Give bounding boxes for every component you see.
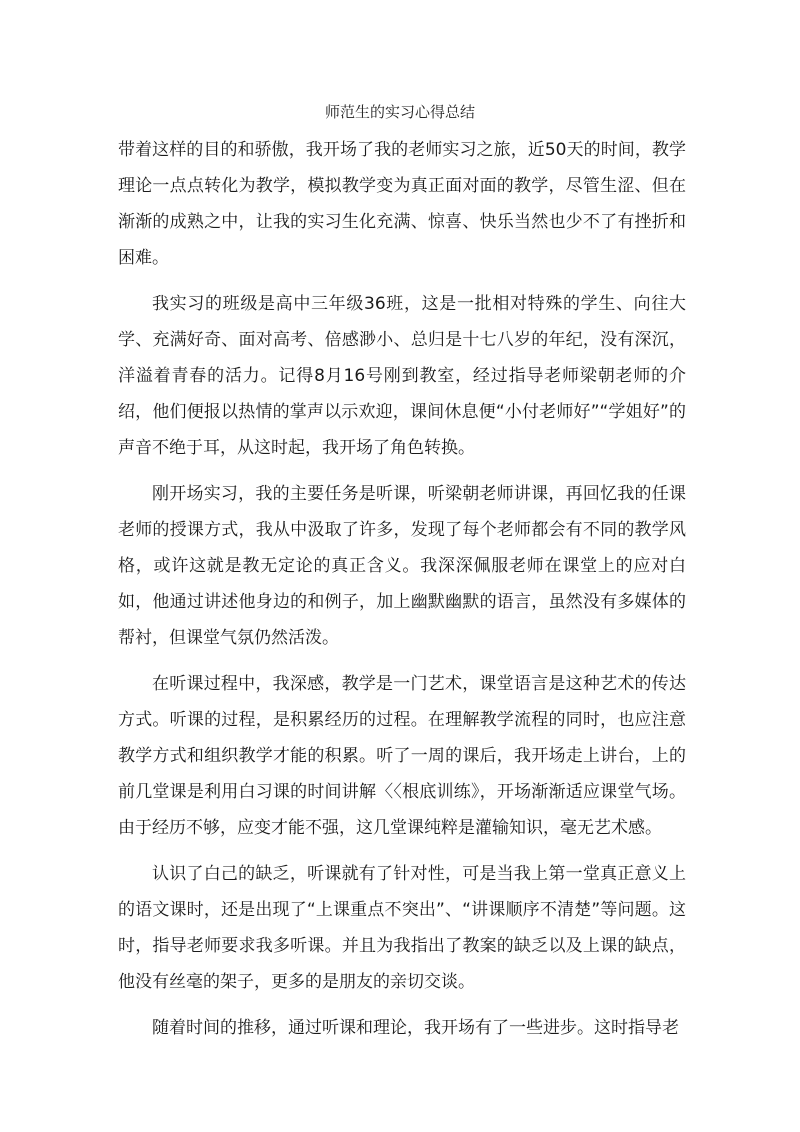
paragraph: 刚开场实习，我的主要任务是听课，听梁朝老师讲课，再回忆我的任课老师的授课方式，我从中汲取了许多，发现了每个老师都会有不同的教学风格，或许这就是教无定论的真正含义。我深深佩服老师在课堂上的应对白如，他通过讲述他身边的和例子，加上幽默幽默的语言，虽然没有多媒体的帮衬，但课堂气氛仍然活泼。	[118, 484, 686, 648]
paragraph: 在听课过程中，我深感，教学是一门艺术，课堂语言是这种艺术的传达方式。听课的过程，是积累经历的过程。在理解教学流程的同时，也应注意教学方式和组织教学才能的积累。听了一周的课后，我开场走上讲台，上的前几堂课是利用白习课的时间讲解〈〈根底训练》，开场渐渐适应课堂气场。由于经历不够，应变才能不强，这几堂课纯粹是灌输知识，毫无艺术感。	[118, 674, 686, 838]
document-body	[118, 132, 686, 1056]
paragraph: 带着这样的目的和骄傲，我开场了我的老师实习之旅，近50天的时间，教学理论一点点转化为教学，模拟教学变为真正面对面的教学，尽管生涩、但在渐渐的成熟之中，让我的实习生化充满、惊喜、快乐当然也少不了有挫折和困难。	[118, 140, 686, 268]
paragraph: 认识了白己的缺乏，听课就有了针对性，可是当我上第一堂真正意义上的语文课时，还是出现了“上课重点不突出”、“讲课顺序不清楚”等问题。这时，指导老师要求我多听课。并且为我指出了教案的缺乏以及上课的缺点，他没有丝毫的架子，更多的是朋友的亲切交谈。	[118, 864, 686, 992]
document-title: 师范生的实习心得总结	[324, 103, 475, 121]
paragraph: 随着时间的推移，通过听课和理论，我开场有了一些进步。这时指导老	[152, 1018, 679, 1038]
paragraph: 我实习的班级是高中三年级36班，这是一批相对特殊的学生、向往大学、充满好奇、面对高考、倍感渺小、总归是十七八岁的年纪，没有深沉，洋溢着青春的活力。记得8月16号刚到教室，经过指导老师梁朝老师的介绍，他们便报以热情的掌声以示欢迎，课间休息便“小付老师好”“学姐好”的声音不绝于耳，从这时起，我开场了角色转换。	[118, 294, 686, 458]
